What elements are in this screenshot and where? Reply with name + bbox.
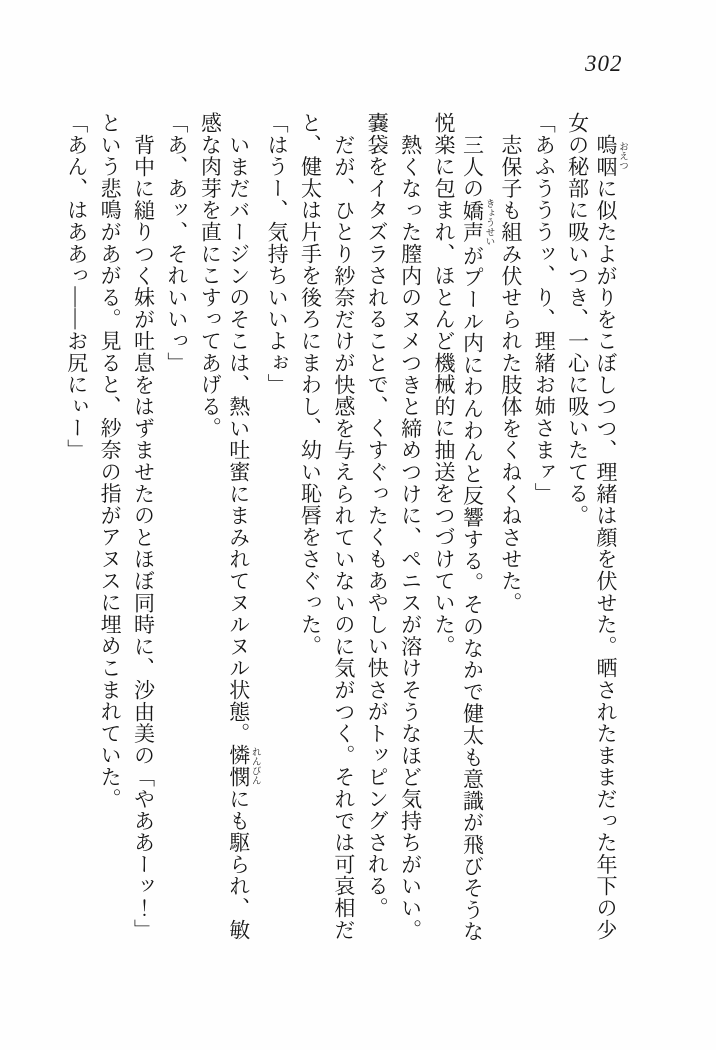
text-column: 悦楽に包まれ、ほとんど機械的に抽送をつづけていた。 [432, 112, 457, 657]
text-column: 感な肉芽を直にこすってあげる。 [198, 112, 223, 439]
text-column: 「あん、はああっ――お尻にぃー」 [64, 112, 89, 461]
text-column: 「あふうううッ、り、理緒お姉さまァ」 [532, 112, 557, 505]
text-column: 熱くなった膣内のヌメつきと締めつけに、ペニスが溶けそうなほど気持ちがいい。 [398, 133, 423, 941]
text-column: 三人の嬌声 きょうせいがプール内にわんわんと反響する。そのなかで健太も意識が飛びそうな [460, 133, 494, 943]
text-column: 嚢袋をイタズラされることで、くすぐったくもあやしい快さがトッピングされる。 [365, 112, 390, 919]
text-column: 「あ、あッ、それいいっ」 [164, 112, 189, 374]
text-column: という悲鳴があがる。見ると、紗奈の指がアヌスに埋めこまれていた。 [98, 112, 123, 810]
page-number: 302 [585, 51, 623, 76]
text-column: 志保子も組み伏せられた肢体をくねくねさせた。 [498, 133, 523, 614]
ruby-annotated-word: 憐憫 れんびん [226, 744, 260, 788]
text-column: 嗚咽 おえつに似たよがりをこぼしつつ、理緒は顔を伏せた。晒されたままだった年下の少 [594, 133, 627, 941]
ruby-annotated-word: 嬌声 きょうせい [460, 198, 494, 246]
text-column: と、健太は片手を後ろにまわし、幼い恥唇をさぐった。 [298, 112, 323, 657]
text-column: いまだバージンのそこは、熱い吐蜜にまみれてヌルヌル状態。憐憫 れんびんにも駆られ、敏 [226, 133, 260, 941]
text-column: 背中に縋りつく妹が吐息をはずませたのとほぼ同時に、沙由美の「やああーッ！」 [131, 133, 156, 941]
text-block [59, 112, 627, 957]
text-column: 「はうー、気持ちいいよぉ」 [265, 112, 290, 396]
text-column: だが、ひとり紗奈だけが快感を与えられていないのに気がつく。それでは可哀相だ [331, 133, 356, 941]
text-column: 女の秘部に吸いつき、一心に吸いたてる。 [565, 112, 590, 527]
ruby-annotated-word: 嗚咽 おえつ [594, 133, 627, 178]
